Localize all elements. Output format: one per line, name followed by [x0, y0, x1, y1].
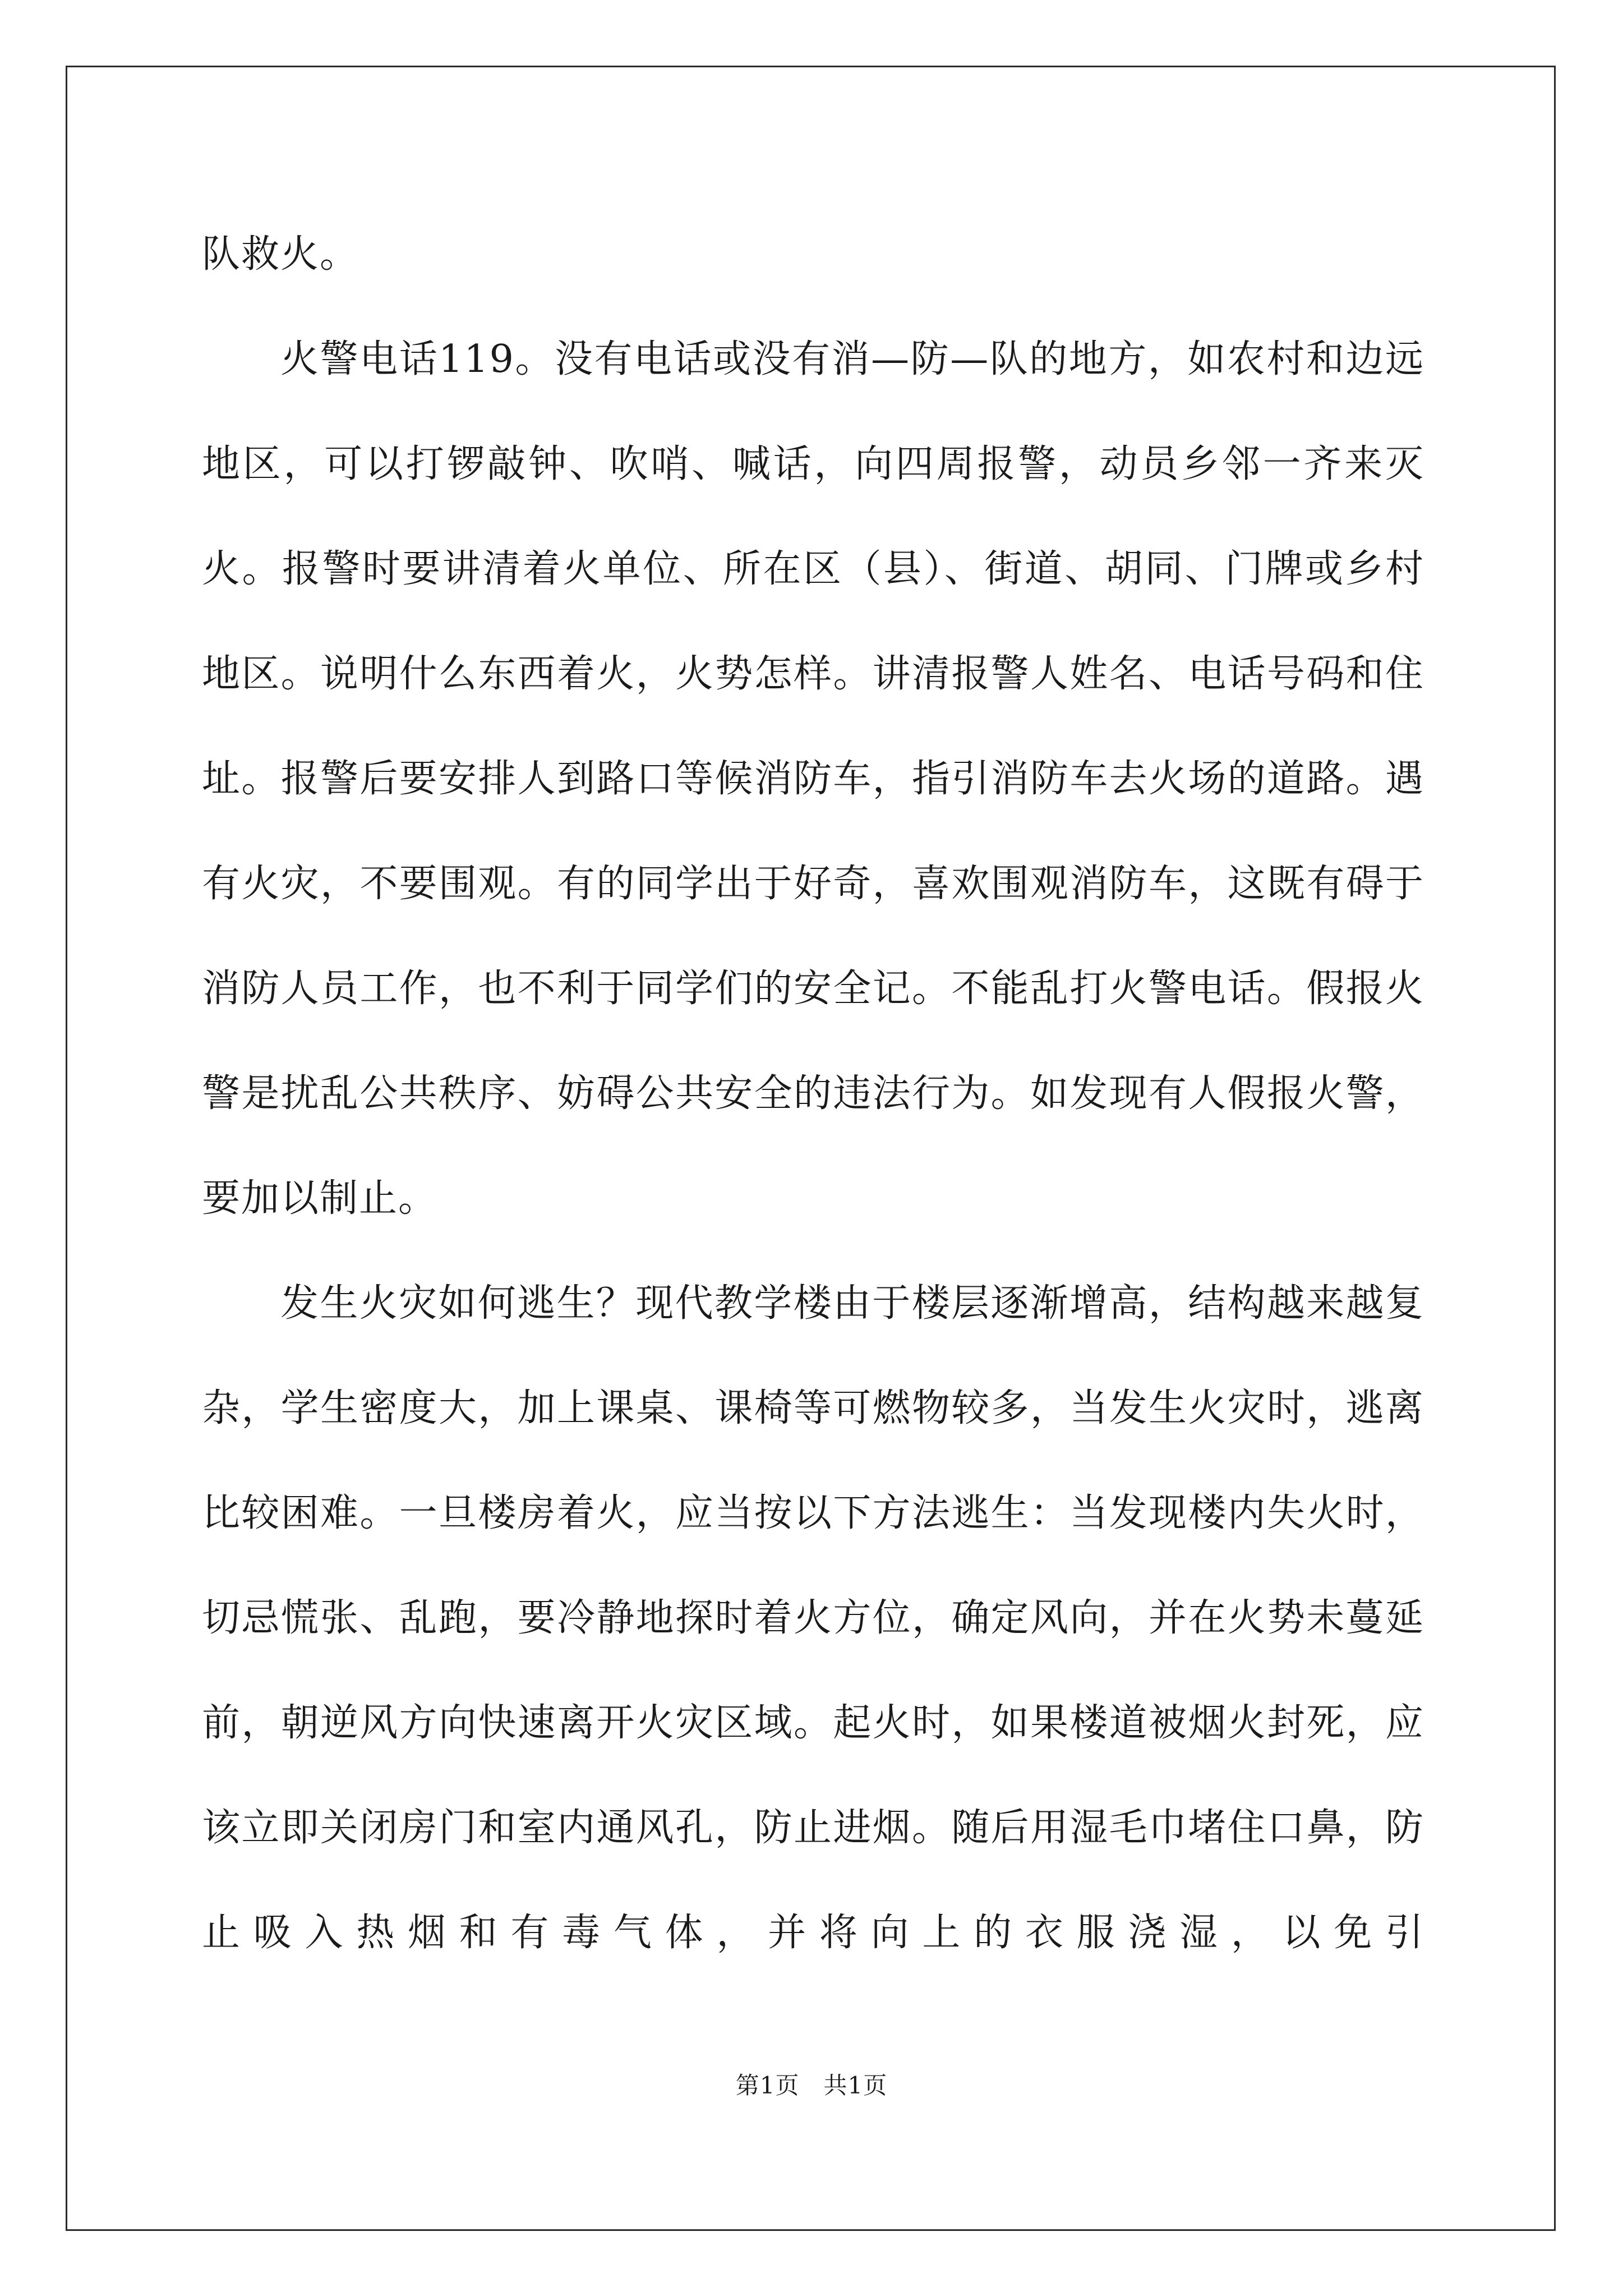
paragraph-1: 队救火。	[202, 232, 359, 277]
paragraph-2: 火警电话119。没有电话或没有消—防—队的地方，如农村和边远地区，可以打锣敲钟、吹哨、喊话，向四周报警，动员乡邻一齐来灭火。报警时要讲清着火单位、所在区（县）、街道、胡同、门牌或乡村地区。说明什么东西着火，火势怎样。讲清报警人姓名、电话号码和住址。报警后要安排人到路口等候消防车，指引消防车去火场的道路。遇有火灾，不要围观。有的同学出于好奇，喜欢围观消防车，这既有碍于消防人员工作，也不利于同学们的安全记。不能乱打火警电话。假报火警是扰乱公共秩序、妨碍公共安全的违法行为。如发现有人假报火警，要加以制止。	[202, 337, 1424, 1221]
page-number-footer: 第1页 共1页	[735, 2072, 888, 2099]
document-body	[202, 202, 1424, 1985]
paragraph-3: 发生火灾如何逃生？现代教学楼由于楼层逐渐增高，结构越来越复杂，学生密度大，加上课桌、课椅等可燃物较多，当发生火灾时，逃离比较困难。一旦楼房着火，应当按以下方法逃生：当发现楼内失火时，切忌慌张、乱跑，要冷静地探时着火方位，确定风向，并在火势未蔓延前，朝逆风方向快速离开火灾区域。起火时，如果楼道被烟火封死，应该立即关闭房门和室内通风孔，防止进烟。随后用湿毛巾堵住口鼻，防止吸入热烟和有毒气体，并将向上的衣服浇湿，以免引	[202, 1281, 1424, 1955]
